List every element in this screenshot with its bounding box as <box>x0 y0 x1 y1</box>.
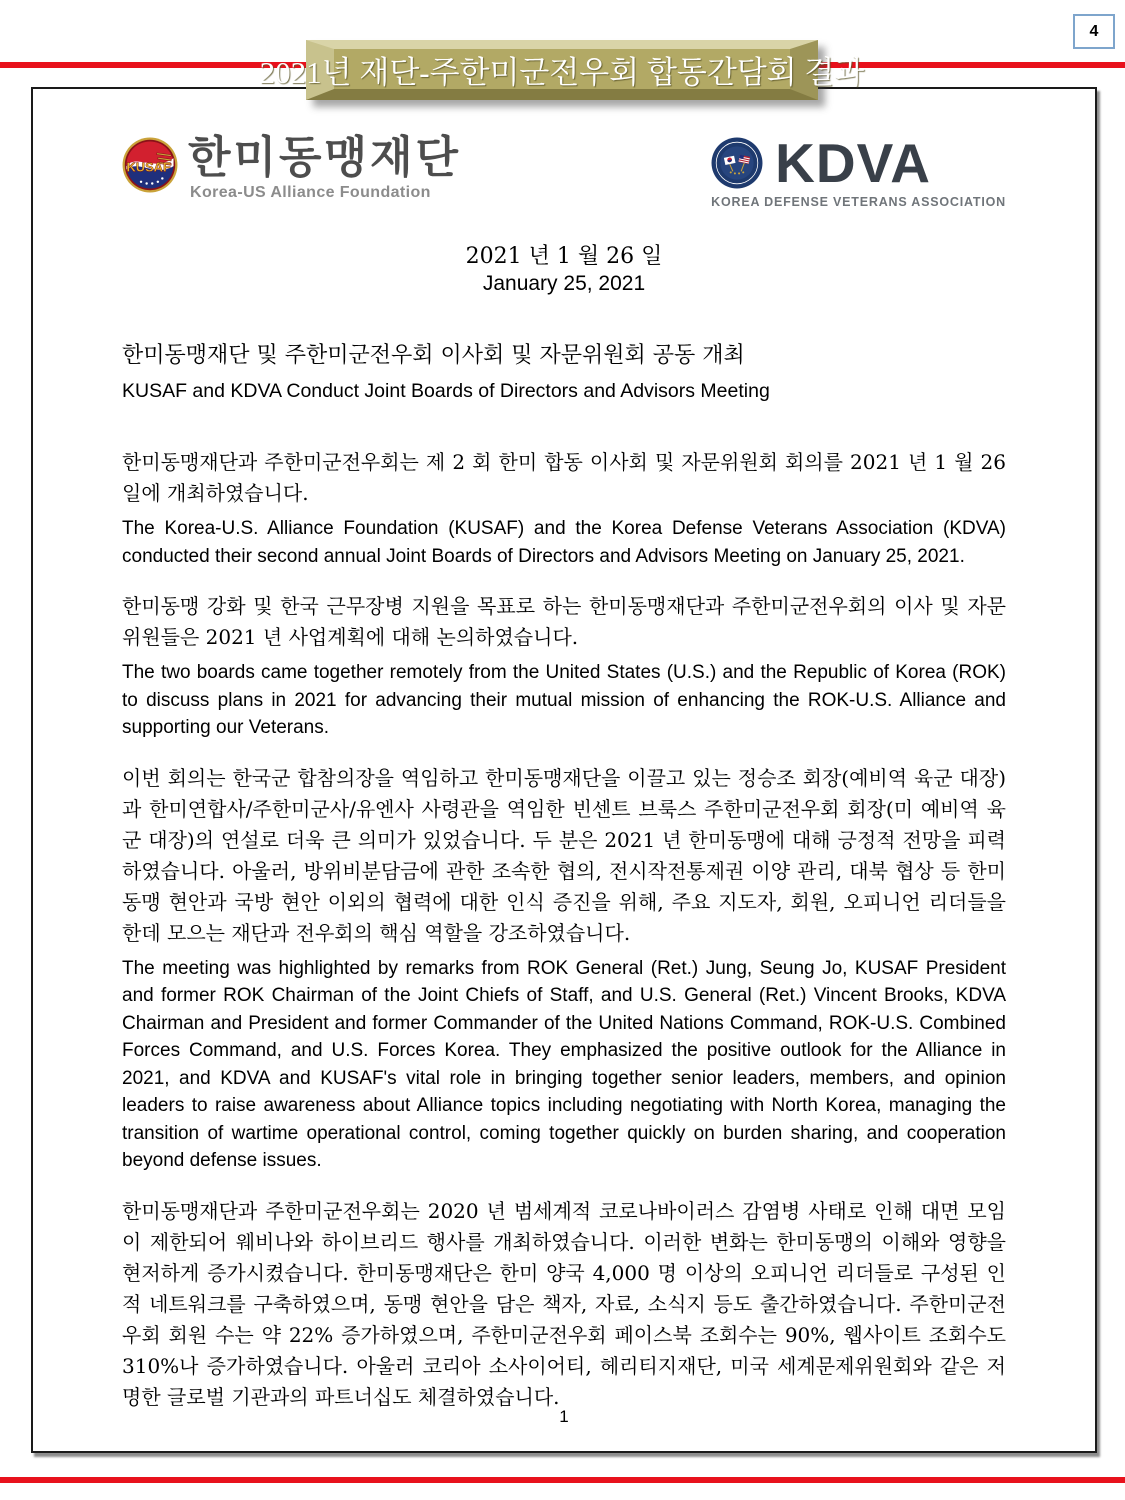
kdva-top-row <box>711 132 1006 194</box>
paragraph-ko-4: 한미동맹재단과 주한미군전우회는 2020 년 범세계적 코로나바이러스 감염병 사태로 인해 대면 모임이 제한되어 웨비나와 하이브리드 행사를 개최하였습니다. 이러한 변화는 한미동맹의 이해와 영향을 현저하게 증가시켰습니다. 한미동맹재단은 한미 양국 4,000 명 이상의 오피니언 리더들로 구성된 인적 네트워크를 구축하였으며, 동맹 현안을 담은 책자, 자료, 소식지 등도 출간하였습니다. 주한미군전우회 회원 수는 약 22% 증가하였으며, 주한미군전우회 페이스북 조회수는 90%, 웹사이트 조회수도 310%나 증가하였습니다. 아울러 코리아 소사이어티, 헤리티지재단, 미국 세계문제위원회와 같은 저명한 글로벌 기관과의 파트너십도 체결하였습니다. <box>122 1198 1006 1409</box>
kdva-acronym: KDVA <box>775 132 931 194</box>
kdva-name-english: KOREA DEFENSE VETERANS ASSOCIATION <box>711 195 1006 209</box>
document-frame <box>31 87 1097 1453</box>
kusaf-wordmark <box>188 132 462 202</box>
paragraph-ko-3: 이번 회의는 한국군 합참의장을 역임하고 한미동맹재단을 이끌고 있는 정승조 회장(예비역 육군 대장)과 한미연합사/주한미군사/유엔사 사령관을 역임한 빈센트 브룩스 주한미군전우회 회장(미 예비역 육군 대장)의 연설로 더욱 큰 의미가 있었습니다. 두 분은 2021 년 한미동맹에 대해 긍정적 전망을 피력하였습니다. 아울러, 방위비분담금에 관한 조속한 협의, 전시작전통제권 이양 관리, 대북 협상 등 한미동맹 현안과 국방 현안 이외의 협력에 대한 인식 증진을 위해, 주요 지도자, 회원, 오피니언 리더들을 한데 모으는 재단과 전우회의 핵심 역할을 강조하였습니다. <box>122 765 1006 945</box>
paragraph-en-2: The two boards came together remotely from the United States (U.S.) and the Republic of Korea (ROK) to discuss plans in 2021 for advancing their mutual mission of enhancing the ROK-U.S. Alliance and supporting our Veterans. <box>122 662 1006 738</box>
paragraph-en-1: The Korea-U.S. Alliance Foundation (KUSAF) and the Korea Defense Veterans Association (KDVA) conducted their second annual Joint Boards of Directors and Advisors Meeting on January 25, 2021. <box>122 518 1006 567</box>
kusaf-name-english: Korea-US Alliance Foundation <box>190 184 431 201</box>
paragraph-ko-2: 한미동맹 강화 및 한국 근무장병 지원을 목표로 하는 한미동맹재단과 주한미군전우회의 이사 및 자문위원들은 2021 년 사업계획에 대해 논의하였습니다. <box>122 594 1006 649</box>
header-banner <box>259 40 865 100</box>
corner-page-number-box <box>1073 14 1115 49</box>
date-english: January 25, 2021 <box>482 272 646 295</box>
kusaf-logo-block <box>122 132 462 202</box>
kdva-seal-icon <box>711 137 763 189</box>
paragraph-en-3: The meeting was highlighted by remarks from ROK General (Ret.) Jung, Seung Jo, KUSAF President and former ROK Chairman of the Joint Chiefs of Staff, and U.S. General (Ret.) Vincent Brooks, KDVA Chairman and President and former Commander of the United Nations Command, ROK-U.S. Combined Forces Command, and U.S. Forces Korea. They emphasized the positive outlook for the Alliance in 2021, and KDVA and KUSAF's vital role in bringing together senior leaders, members, and opinion leaders to raise awareness about Alliance topics including negotiating with North Korea, managing the transition of wartime operational control, coming together quickly on burden sharing, and cooperation beyond defense issues. <box>122 957 1006 1171</box>
headline <box>122 341 1006 403</box>
headline-korean: 한미동맹재단 및 주한미군전우회 이사회 및 자문위원회 공동 개최 <box>122 343 745 368</box>
date-korean: 2021 년 1 월 26 일 <box>465 244 663 269</box>
headline-english: KUSAF and KDVA Conduct Joint Boards of Directors and Advisors Meeting <box>122 380 770 402</box>
kusaf-name-korean: 한미동맹재단 <box>188 132 462 183</box>
paragraph-ko-1: 한미동맹재단과 주한미군전우회는 제 2 회 한미 합동 이사회 및 자문위원회 회의를 2021 년 1 월 26 일에 개최하였습니다. <box>122 450 1006 505</box>
kusaf-seal-text: KUSAF <box>126 159 171 175</box>
body-text <box>122 447 1006 1413</box>
dateline <box>122 243 1006 297</box>
corner-page-number: 4 <box>1089 22 1099 40</box>
logo-row <box>122 132 1006 209</box>
bottom-red-rule <box>0 1477 1125 1483</box>
footer-page-number: 1 <box>559 1407 569 1426</box>
banner-title: 2021년 재단-주한미군전우회 합동간담회 결과 <box>259 54 865 90</box>
kusaf-seal-icon <box>122 137 178 193</box>
kdva-logo-block <box>711 132 1006 209</box>
